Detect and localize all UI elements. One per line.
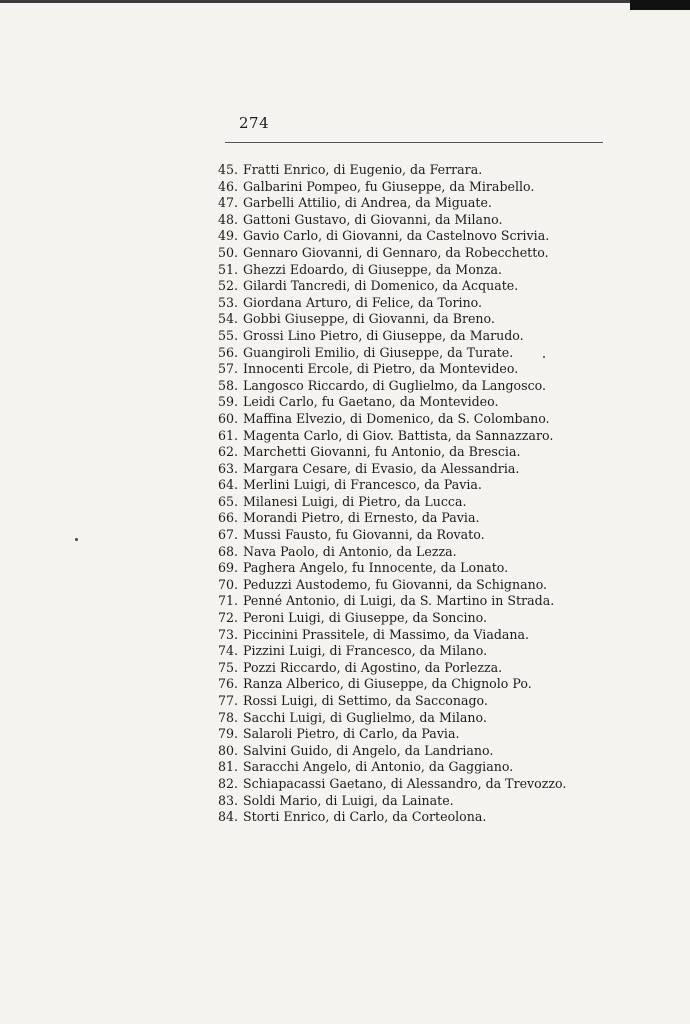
entry-text: Sacchi Luigi, di Guglielmo, da Milano. [243,709,487,725]
list-item [210,793,566,810]
entry-number: 80. [217,742,238,758]
list-item [210,560,566,577]
list-item [210,411,566,428]
entry-number: 58. [217,377,238,393]
entry-text: Gattoni Gustavo, di Giovanni, da Milano. [243,211,503,227]
entry-text: Gobbi Giuseppe, di Giovanni, da Breno. [243,311,495,327]
entry-text: Rossi Luigi, di Settimo, da Sacconago. [243,693,488,708]
entry-text: Galbarini Pompeo, fu Giuseppe, da Mirabello. [243,178,535,194]
list-item [210,179,566,196]
list-item [210,228,566,245]
entry-text: Mussi Fausto, fu Giovanni, da Rovato. [243,527,485,543]
entry-text: Peroni Luigi, di Giuseppe, da Soncino. [243,610,487,626]
entry-text: Peduzzi Austodemo, fu Giovanni, da Schignano. [243,576,548,592]
entry-text: Giordana Arturo, di Felice, da Torino. [243,294,483,310]
entry-number: 81. [217,759,238,775]
entry-text: Garbelli Attilio, di Andrea, da Miguate. [243,195,492,211]
entry-number: 63. [217,460,238,476]
entry-text: Magenta Carlo, di Giov. Battista, da Sannazzaro. [243,427,554,443]
entry-number: 71. [217,593,238,609]
list-item [210,544,566,561]
entry-number: 48. [217,211,238,227]
list-item [210,809,566,826]
entry-text: Soldi Mario, di Luigi, da Lainate. [243,792,454,808]
entry-number: 82. [217,775,238,791]
scan-top-edge [0,0,690,3]
entry-number: 52. [217,278,238,294]
entry-number: 72. [217,610,238,626]
list-item [210,195,566,212]
list-item [210,510,566,527]
list-item [210,361,566,378]
list-item [210,660,566,677]
entry-number: 66. [217,510,238,526]
entry-number: 57. [217,361,238,377]
entry-number: 78. [217,709,238,725]
entry-number: 60. [217,410,238,426]
list-item [210,394,566,411]
list-item [210,162,566,179]
entry-text: Salaroli Pietro, di Carlo, da Pavia. [243,726,460,742]
list-item [210,577,566,594]
list-item [210,245,566,262]
list-item [210,759,566,776]
entry-number: 50. [217,244,238,260]
scan-speck [543,356,545,358]
entry-number: 76. [217,676,238,692]
list-item [210,610,566,627]
list-item [210,743,566,760]
entry-number: 69. [217,560,238,576]
entry-number: 68. [217,543,238,559]
list-item [210,428,566,445]
entry-number: 74. [217,643,238,659]
entry-text: Leidi Carlo, fu Gaetano, da Montevideo. [243,394,499,410]
entry-text: Margara Cesare, di Evasio, da Alessandria. [243,460,520,476]
list-item [210,693,566,710]
entry-number: 73. [217,626,238,642]
list-item [210,378,566,395]
entry-number: 67. [217,527,238,543]
entry-text: Merlini Luigi, di Francesco, da Pavia. [243,477,482,493]
entry-number: 61. [217,427,238,443]
entry-number: 77. [217,693,238,708]
entry-number: 51. [217,261,238,277]
entry-number: 53. [217,294,238,310]
list-item [210,776,566,793]
entry-text: Gavio Carlo, di Giovanni, da Castelnovo Scrivia. [243,228,550,244]
entry-text: Pizzini Luigi, di Francesco, da Milano. [243,643,488,659]
entry-text: Piccinini Prassitele, di Massimo, da Viadana. [243,626,530,642]
list-item [210,676,566,693]
entry-text: Maffina Elvezio, di Domenico, da S. Colombano. [243,410,550,426]
entry-number: 59. [217,394,238,410]
entry-number: 64. [217,477,238,493]
list-item [210,278,566,295]
entry-number: 54. [217,311,238,327]
entry-text: Ghezzi Edoardo, di Giuseppe, da Monza. [243,261,503,277]
entry-number: 49. [217,228,238,244]
entry-text: Storti Enrico, di Carlo, da Corteolona. [243,809,487,825]
entry-text: Milanesi Luigi, di Pietro, da Lucca. [243,493,467,509]
entry-number: 45. [217,162,238,177]
list-item [210,311,566,328]
header-rule [225,142,603,143]
entry-text: Ranza Alberico, di Giuseppe, da Chignolo Po. [243,676,532,692]
name-list [210,162,566,826]
entry-text: Salvini Guido, di Angelo, da Landriano. [243,742,494,758]
entry-number: 83. [217,792,238,808]
entry-number: 70. [217,576,238,592]
list-item [210,726,566,743]
entry-text: Pozzi Riccardo, di Agostino, da Porlezza. [243,659,503,675]
entry-number: 65. [217,493,238,509]
entry-text: Nava Paolo, di Antonio, da Lezza. [243,543,457,559]
list-item [210,477,566,494]
list-item [210,494,566,511]
entry-text: Schiapacassi Gaetano, di Alessandro, da Trevozzo. [243,775,567,791]
entry-number: 79. [217,726,238,742]
list-item [210,627,566,644]
entry-text: Gennaro Giovanni, di Gennaro, da Robecchetto. [243,244,549,260]
entry-text: Fratti Enrico, di Eugenio, da Ferrara. [243,162,483,177]
list-item [210,710,566,727]
entry-number: 75. [217,659,238,675]
scan-speck [75,538,78,541]
list-item [210,461,566,478]
scan-corner-shadow [630,0,690,10]
list-item [210,643,566,660]
list-item [210,444,566,461]
entry-text: Saracchi Angelo, di Antonio, da Gaggiano. [243,759,514,775]
entry-text: Grossi Lino Pietro, di Giuseppe, da Marudo. [243,327,524,343]
page-number: 274 [239,114,270,132]
list-item [210,212,566,229]
list-item [210,328,566,345]
entry-number: 84. [217,809,238,825]
entry-text: Gilardi Tancredi, di Domenico, da Acquate. [243,278,519,294]
entry-number: 56. [217,344,238,360]
list-item [210,527,566,544]
list-item [210,262,566,279]
entry-number: 62. [217,444,238,460]
entry-text: Marchetti Giovanni, fu Antonio, da Brescia. [243,444,521,460]
entry-text: Guangiroli Emilio, di Giuseppe, da Turate. [243,344,514,360]
entry-number: 46. [217,178,238,194]
list-item [210,295,566,312]
entry-number: 47. [217,195,238,211]
list-item [210,345,566,362]
entry-text: Paghera Angelo, fu Innocente, da Lonato. [243,560,509,576]
entry-text: Langosco Riccardo, di Guglielmo, da Langosco. [243,377,546,393]
list-item [210,593,566,610]
entry-text: Morandi Pietro, di Ernesto, da Pavia. [243,510,480,526]
entry-text: Penné Antonio, di Luigi, da S. Martino in Strada. [243,593,555,609]
entry-text: Innocenti Ercole, di Pietro, da Montevideo. [243,361,519,377]
entry-number: 55. [217,327,238,343]
